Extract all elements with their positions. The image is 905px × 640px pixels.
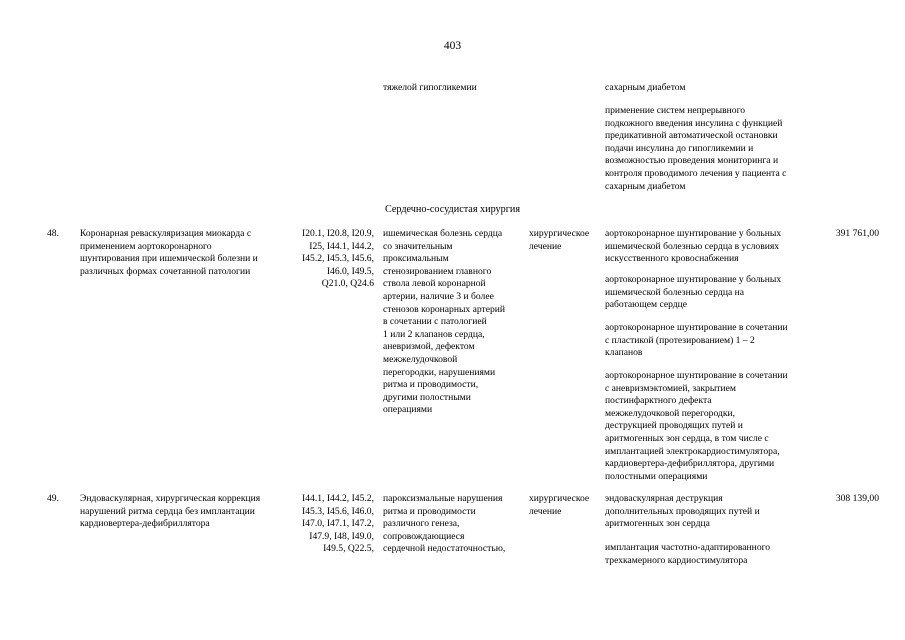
section-title: Сердечно-сосудистая хирургия — [384, 204, 521, 215]
continuation-method-block: применение систем непрерывного подкожного введения инсулина с функцией предикативной автоматической остановки подачи инсулина до гипогликемии и возможностью проведения мониторинга и контроля проводимого лечения у пациента с сахарным диабетом — [605, 105, 787, 192]
treatment-method: аортокоронарное шунтирование в сочетании с аневризмэктомией, закрытием постинфарктного дефекта межжелудочковой перегородки, деструкцией проводящих путей и аритмогенных зон сердца, в том числе с имплантацией электрокардиостимулятора, кардиовертера-дефибриллятора, другими полостными операциями — [605, 370, 788, 482]
icd-codes: I44.1, I44.2, I45.2, I45.3, I45.6, I46.0, I47.0, I47.1, I47.2, I47.9, I48, I49.0, I49.5, Q22.5, — [302, 493, 374, 555]
procedure-name: Коронарная реваскуляризация миокарда с применением аортокоронарного шунтирования при ишемической болезни и различных формах сочетанной патологии — [80, 228, 258, 277]
continuation-method: сахарным диабетом — [605, 82, 686, 93]
row-number: 49. — [47, 493, 59, 504]
icd-codes: I20.1, I20.8, I20.9, I25, I44.1, I44.2, I45.2, I45.3, I45.6, I46.0, I49.5, Q21.0, Q24.6 — [302, 228, 374, 290]
condition-description: ишемическая болезнь сердца со значительным проксимальным стенозированием главного ствола левой коронарной артерии, наличие 3 и более стенозов коронарных артерий в сочетании с патологией 1 или 2 клапанов сердца, аневризмой, дефектом межжелудочковой перегородки, нарушениями ритма и проводимости, другими полостными операциями — [383, 228, 506, 416]
treatment-method: эндоваскулярная деструкция дополнительных проводящих путей и аритмогенных зон сердца — [605, 493, 760, 530]
treatment-method: имплантация частотно-адаптированного трехкамерного кардиостимулятора — [605, 542, 771, 566]
row-number: 48. — [47, 228, 59, 239]
condition-description: пароксизмальные нарушения ритма и проводимости различного генеза, сопровождающиеся сердечной недостаточностью, — [383, 493, 506, 555]
treatment-method: аортокоронарное шунтирование у больных ишемической болезнью сердца в условиях искусственного кровоснабжения — [605, 228, 782, 265]
treatment-method: аортокоронарное шунтирование в сочетании с пластикой (протезированием) 1 – 2 клапанов — [605, 322, 788, 359]
price: 391 761,00 — [835, 228, 879, 239]
treatment-type: хирургическое лечение — [529, 493, 590, 517]
procedure-name: Эндоваскулярная, хирургическая коррекция нарушений ритма сердца без имплантации кардиовертера-дефибриллятора — [80, 493, 261, 530]
treatment-method: аортокоронарное шунтирование у больных ишемической болезнью сердца на работающем сердце — [605, 274, 782, 311]
price: 308 139,00 — [835, 493, 879, 504]
continuation-condition: тяжелой гипогликемии — [383, 82, 477, 93]
page-number: 403 — [443, 40, 462, 52]
treatment-type: хирургическое лечение — [529, 228, 590, 252]
